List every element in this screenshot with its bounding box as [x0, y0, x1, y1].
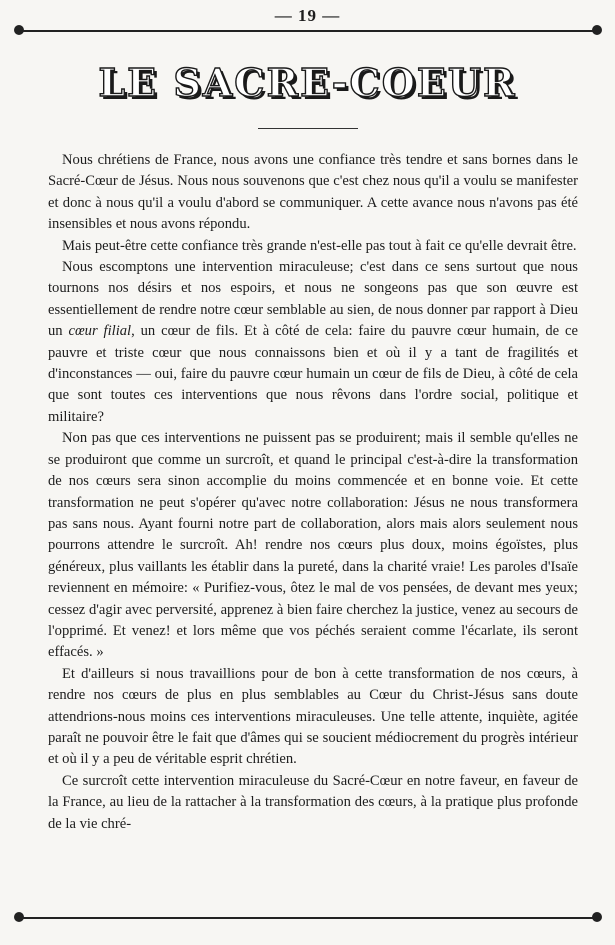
emphasis-text: cœur filial — [68, 323, 132, 340]
paragraph-text: Mais peut-être cette confiance très grande n'est-elle pas tout à fait ce qu'elle devrait être. — [62, 237, 577, 254]
paragraph — [48, 664, 578, 771]
paragraph — [48, 257, 578, 428]
paragraph-text: Nous escomptons une intervention miraculeuse; c'est dans ce sens surtout que nous tournons nos désirs et nos espoirs, et nous ne songeons pas que son œuvre est essentiellement de rendre notre cœur semblable au sien, de nous donner par rapport à Dieu un — [48, 259, 578, 340]
title-underline — [258, 128, 358, 129]
page-number: — 19 — — [274, 6, 341, 25]
frame-top-rule — [22, 30, 594, 32]
paragraph — [48, 236, 578, 257]
paragraph — [48, 771, 578, 835]
paragraph-text: Et d'ailleurs si nous travaillions pour de bon à cette transformation de nos cœurs, à rendre nos cœurs de plus en plus semblables au Cœur du Christ-Jésus sans doute attendrions-nous moins ces interventions miraculeuses. Une telle attente, inquiète, agitée paraît ne pouvoir être le fait que d'âmes qui se soucient médiocrement du progrès intérieur et où il y a peu de véritable esprit chrétien. — [48, 665, 578, 768]
frame-dot-top-right — [592, 25, 602, 35]
paragraph-text: Nous chrétiens de France, nous avons une confiance très tendre et sans bornes dans le Sacré-Cœur de Jésus. Nous nous souvenons que c'est chez nous qu'il a voulu se manifester et donc à nous qu'il a voulu d'abord se communiquer. A cette avance nous n'avons pas été insensibles et nous avons répondu. — [48, 152, 578, 233]
frame-dot-bottom-right — [592, 912, 602, 922]
paragraph-text: Ce surcroît cette intervention miraculeuse du Sacré-Cœur en notre faveur, en faveur de la France, au lieu de la rattacher à la transformation des cœurs, à la pratique plus profonde de la vie chré- — [48, 772, 578, 832]
frame-dot-top-left — [14, 25, 24, 35]
frame-bottom-rule — [22, 917, 594, 919]
paragraph-text: Non pas que ces interventions ne puissent pas se produirent; mais il semble qu'elles ne se produiront que comme un surcroît, et quand le principal c'est-à-dire la transformation de nos cœurs sera sinon accomplie du moins commencée et en bonne voie. Et cette transformation ne peut s'opérer qu'avec notre collaboration: Jésus ne nous transformera pas sans nous. Ayant fourni notre part de collaboration, alors mais alors seulement nous pourrons attendre le surcroît. Ah! rendre nos cœurs plus doux, moins égoïstes, plus généreux, plus vaillants les établir dans la pureté, dans la charité vraie! Les paroles d'Isaïe reviennent en mémoire: « Purifiez-vous, ôtez le mal de vos pensées, de devant mes yeux; cessez d'agir avec perversité, apprenez à bien faire cherchez la justice, venez au secours de l'opprimé. Et venez! et lors même que vos péchés seraient comme l'écarlate, ils seront effacés. » — [48, 430, 578, 661]
paragraph-text: , un cœur de fils. Et à côté de cela: faire du pauvre cœur humain, de ce pauvre et triste cœur que nous connaissons bien et où il y a tant de fragilités et d'inconstances — oui, faire du pauvre cœur humain un cœur de fils de Dieu, à côté de cela que sont toutes ces interventions que nous rêvons dans l'ordre social, politique et militaire? — [48, 323, 578, 425]
frame-dot-bottom-left — [14, 912, 24, 922]
page-title: LE SACRE-COEUR — [98, 60, 517, 105]
paragraph — [48, 428, 578, 663]
paragraph — [48, 150, 578, 236]
body-text — [48, 150, 578, 835]
